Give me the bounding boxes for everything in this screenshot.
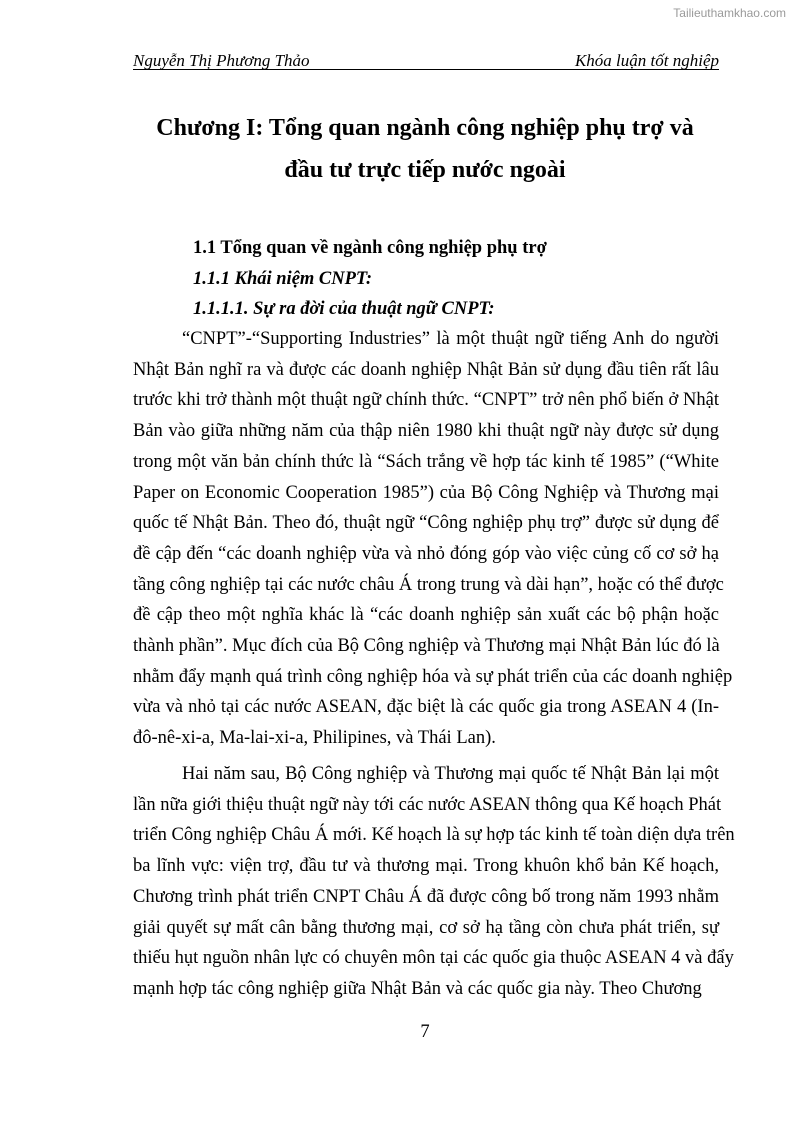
text-line: triển Công nghiệp Châu Á mới. Kế hoạch là sự hợp tác kinh tế toàn diện dựa trên xyxy=(133,825,735,846)
text-line: giải quyết sự mất cân bằng thương mại, cơ sở hạ tầng còn chưa phát triển, sự xyxy=(133,917,719,938)
text-line: nhằm đẩy mạnh quá trình công nghiệp hóa và sự phát triển của các doanh nghiệp xyxy=(133,666,733,687)
text-line: đô-nê-xi-a, Ma-lai-xi-a, Philipines, và Thái Lan). xyxy=(133,728,496,749)
watermark: Tailieuthamkhao.com xyxy=(673,6,786,20)
text-line: thiếu hụt nguồn nhân lực có chuyên môn tại các quốc gia thuộc ASEAN 4 và đẩy xyxy=(133,948,734,969)
text-line: tầng công nghiệp tại các nước châu Á trong trung và dài hạn”, hoặc có thể được xyxy=(133,574,724,595)
header-author: Nguyễn Thị Phương Thảo xyxy=(133,51,310,70)
text-line: Paper on Economic Cooperation 1985”) của Bộ Công Nghiệp và Thương mại xyxy=(133,482,719,503)
text-line: trong một văn bản chính thức là “Sách trắng về hợp tác kinh tế 1985” (“White xyxy=(133,451,719,472)
text-line: đề cập theo một nghĩa khác là “các doanh nghiệp sản xuất các bộ phận hoặc xyxy=(133,605,719,626)
chapter-title-line-1: Chương I: Tổng quan ngành công nghiệp phụ trợ và xyxy=(156,115,694,141)
text-line: Chương trình phát triển CNPT Châu Á đã được công bố trong năm 1993 nhằm xyxy=(133,886,719,907)
text-line: Nhật Bản nghĩ ra và được các doanh nghiệp Nhật Bản sử dụng đầu tiên rất lâu xyxy=(133,359,719,380)
text-line: mạnh hợp tác công nghiệp giữa Nhật Bản và các quốc gia này. Theo Chương xyxy=(133,978,702,999)
text-line: quốc tế Nhật Bản. Theo đó, thuật ngữ “Công nghiệp phụ trợ” được sử dụng để xyxy=(133,513,719,534)
text-line: lần nữa giới thiệu thuật ngữ này tới các nước ASEAN thông qua Kế hoạch Phát xyxy=(133,794,722,815)
text-line: trước khi trở thành một thuật ngữ chính thức. “CNPT” trở nên phổ biến ở Nhật xyxy=(133,390,719,411)
text-line: thành phần”. Mục đích của Bộ Công nghiệp và Thương mại Nhật Bản lúc đó là xyxy=(133,636,720,656)
text-line: Bản vào giữa những năm của thập niên 1980 khi thuật ngữ này được sử dụng xyxy=(133,421,719,442)
section-heading: 1.1 Tổng quan về ngành công nghiệp phụ trợ xyxy=(193,238,547,258)
text-line: “CNPT”-“Supporting Industries” là một thuật ngữ tiếng Anh do người xyxy=(182,329,719,349)
subsubsection-heading: 1.1.1.1. Sự ra đời của thuật ngữ CNPT: xyxy=(193,299,495,319)
page-number: 7 xyxy=(420,1022,430,1042)
text-line: vừa và nhỏ tại các nước ASEAN, đặc biệt là các quốc gia trong ASEAN 4 (In- xyxy=(133,697,719,718)
chapter-title-line-2: đầu tư trực tiếp nước ngoài xyxy=(284,157,566,183)
text-line: ba lĩnh vực: viện trợ, đầu tư và thương mại. Trong khuôn khổ bản Kế hoạch, xyxy=(133,856,719,877)
subsection-heading: 1.1.1 Khái niệm CNPT: xyxy=(193,269,373,289)
text-line: Hai năm sau, Bộ Công nghiệp và Thương mại quốc tế Nhật Bản lại một xyxy=(182,764,719,784)
header-doc-type: Khóa luận tốt nghiệp xyxy=(574,51,719,70)
page-header xyxy=(133,49,719,70)
text-line: đề cập đến “các doanh nghiệp vừa và nhỏ đóng góp vào việc củng cố cơ sở hạ xyxy=(133,543,719,564)
